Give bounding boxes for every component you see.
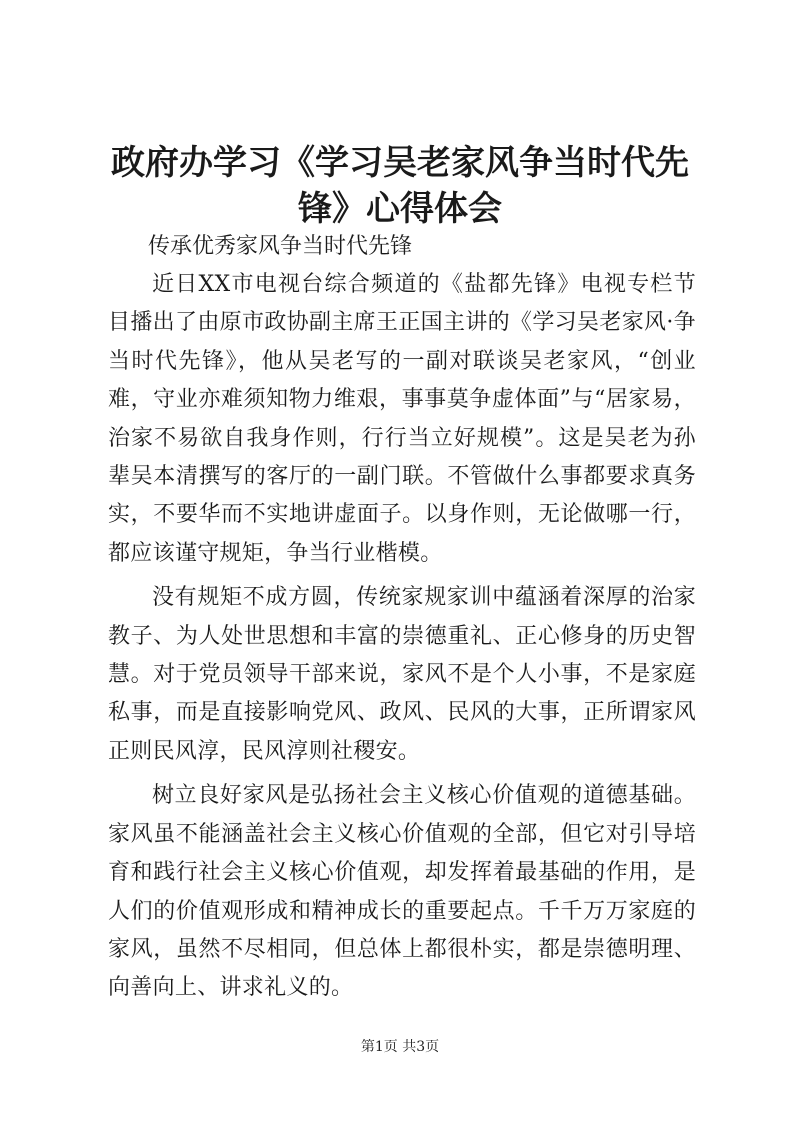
paragraph-2: 没有规矩不成方圆，传统家规家训中蕴涵着深厚的治家教子、为人处世思想和丰富的崇德重礼、正心修身的历史智慧。对于党员领导干部来说，家风不是个人小事，不是家庭私事，而是直接影响党风、政风、民风的大事，正所谓家风正则民风淳，民风淳则社稷安。 (108, 585, 696, 764)
paragraph-1: 近日XX市电视台综合频道的《盐都先锋》电视专栏节目播出了由原市政协副主席王正国主讲的《学习吴老家风·争当时代先锋》，他从吴老写的一副对联谈吴老家风，“创业难，守业亦难须知物力维艰，事事莫争虚体面”与“居家易，治家不易欲自我身作则，行行当立好规模”。这是吴老为孙辈吴本清撰写的客厅的一副门联。不管做什么事都要求真务实，不要华而不实地讲虚面子。以身作则，无论做哪一行，都应该谨守规矩，争当行业楷模。 (108, 272, 696, 566)
page-footer: 第1页 共3页 (360, 1039, 440, 1055)
document-title: 政府办学习《学习吴老家风争当时代先锋》心得体会 (111, 143, 689, 229)
paragraph-3: 树立良好家风是弘扬社会主义核心价值观的道德基础。家风虽不能涵盖社会主义核心价值观的全部，但它对引导培育和践行社会主义核心价值观，却发挥着最基础的作用，是人们的价值观形成和精神成长的重要起点。千千万万家庭的家风，虽然不尽相同，但总体上都很朴实，都是崇德明理、向善向上、讲求礼义的。 (108, 783, 696, 1001)
document-subtitle: 传承优秀家风争当时代先锋 (148, 234, 413, 259)
document-body (108, 266, 696, 1014)
